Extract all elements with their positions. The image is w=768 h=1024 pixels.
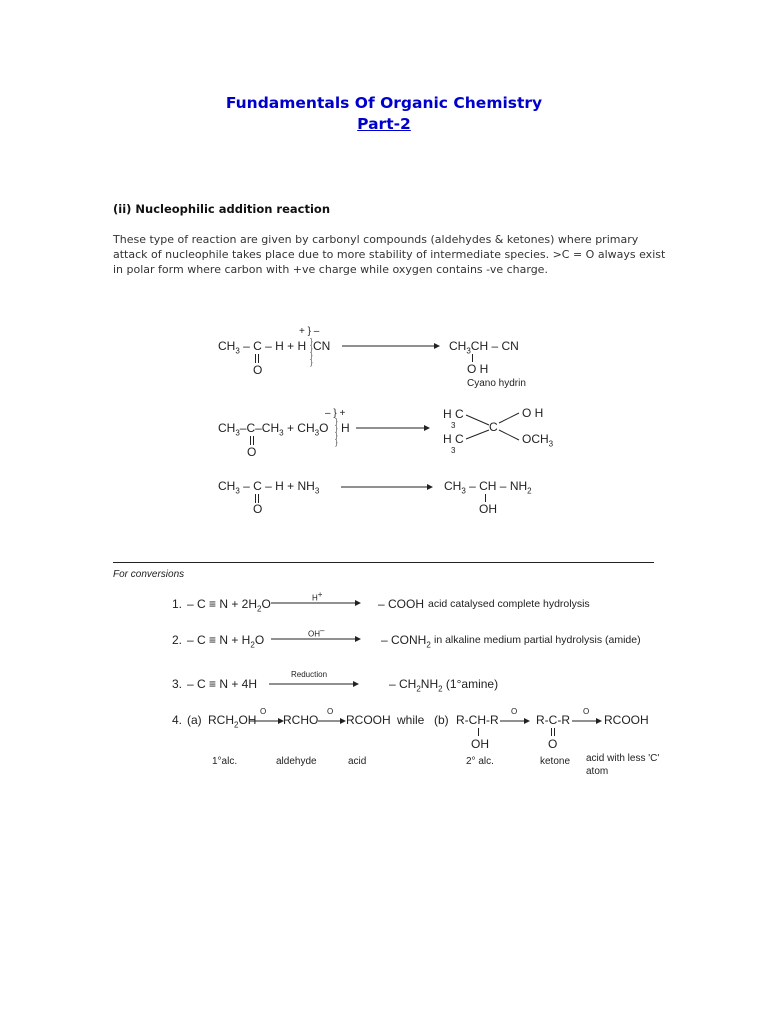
conv3-product: – $CH_2NH_2$ (1°amine) [389,677,499,694]
conv3-arrow-label: Reduction [291,670,328,679]
section-divider [113,562,654,563]
r1-bond [472,354,474,362]
r2-oh: O H [522,406,544,420]
page-title: Fundamentals Of Organic Chemistry [225,94,543,112]
r2-bonds [462,408,522,448]
r2-double-bond [250,436,252,445]
caption-acid: acid [348,756,367,767]
conv4-a-arrow [250,716,284,726]
conv1-product: – COOH [378,597,425,611]
conv4-b-product: RCOOH [604,713,649,727]
conv4-a-reactant: $RCH_2OH$ [208,713,257,730]
caption-ketone: ketone [540,756,571,767]
r2-sub-bottom: 3 [451,446,456,455]
r2-h3c-top: H C [443,407,464,421]
r1-product: $CH_3CH$ – CN [449,339,519,356]
conv4-b-arrow2 [572,716,602,726]
conv4-b-arrow [500,716,530,726]
conv3-arrow [269,679,359,689]
caption-1-alc: 1°alc. [212,756,238,767]
r2-arrow [356,422,430,434]
r1-double-bond-2 [258,354,260,363]
r3-reactant: $CH_3 - C - H + NH_3$ [218,479,320,496]
r1-product-note: Cyano hydrin [467,378,526,389]
conv1-arrow [271,598,361,608]
r3-oh: OH [479,502,497,516]
page-subtitle [0,115,768,133]
conv4-b-bond [478,728,480,736]
conv2-reactant: – $C \equiv N + H_2O$ [187,633,265,650]
caption-acid-less: acid with less 'C' [586,753,660,764]
r3-bond [485,494,487,502]
caption-atom: atom [586,766,609,777]
conv4-while: while [397,713,425,727]
r2-oxygen: O [247,445,257,459]
r2-sub-top: 3 [451,421,456,430]
r2-charges: – } + [325,408,346,419]
conv4-number: 4. [172,713,183,727]
conv2-arrow [271,634,361,644]
conv4-b-double-bond [551,728,553,736]
conv4-a-mid: RCHO [283,713,319,727]
conv3-reactant: – C ≡ N + 4H [187,677,258,691]
r3-arrow [341,481,433,493]
r2-reactant: $CH_3-C-CH_3 + CH_3O$ [218,421,329,438]
conv3-number: 3. [172,677,183,691]
r3-product: $CH_3$ – CH – $NH_2$ [444,479,532,496]
caption-2-alc: 2° alc. [466,756,494,767]
conversions-heading: For conversions [113,569,185,580]
r2-h3c-bottom: H C [443,432,464,446]
section-paragraph: These type of reaction are given by carbonyl compounds (aldehydes & ketones) where primary attack of nucleophile takes place due to more stability of intermediate species. >C = O always exist in polar form where carbon with +ve charge while oxygen contains -ve charge. [113,233,666,276]
conv2-product: – $CONH_2$ [381,633,431,650]
caption-aldehyde: aldehyde [276,756,317,767]
r3-oxygen: O [253,502,263,516]
r1-reactant: $CH_3 - C - H + H$ [218,339,307,356]
conv4-a-product: RCOOH [346,713,391,727]
subtitle-text: Part-2 [357,115,411,133]
conv4-b-arrow-label: O [511,707,518,716]
conv4-b-label: (b) [434,713,449,727]
conv1-number: 1. [172,597,183,611]
r2-h: H [341,421,350,435]
conv2-arrow-label: OH– [308,626,325,639]
section-heading: (ii) Nucleophilic addition reaction [113,202,331,216]
conv1-note: acid catalysed complete hydrolysis [428,598,590,610]
r1-arrow [342,340,440,352]
conv4-b-oh: OH [471,737,489,751]
conv1-reactant: – $C \equiv N + 2H_2O$ [187,597,271,614]
conv4-a-arrow-label: O [260,707,267,716]
r2-center-c: C [489,420,498,434]
r2-och3: $OCH_3$ [522,432,554,449]
conv4-b-mid: R-C-R [536,713,570,727]
conv4-a-arrow2-label: O [327,707,334,716]
conv4-b-arrow2-label: O [583,707,590,716]
r1-oh: O H [467,362,489,376]
conv4-b-double-bond-2 [554,728,556,736]
conv2-number: 2. [172,633,183,647]
r1-oxygen: O [253,363,263,377]
r1-cn: CN [313,339,331,353]
r1-squiggle: } } } } [310,337,313,367]
conv4-a-label: (a) [187,713,202,727]
r1-double-bond [255,354,257,363]
r1-charges: + } – [299,326,320,337]
conv2-note: in alkaline medium partial hydrolysis (amide) [434,634,641,646]
conv4-b-o: O [548,737,558,751]
conv4-a-arrow2 [318,716,346,726]
conv1-arrow-label: H+ [312,590,323,603]
r2-squiggle: } } } } [335,417,338,447]
conv4-b-reactant: R-CH-R [456,713,499,727]
r2-double-bond-2 [253,436,255,445]
